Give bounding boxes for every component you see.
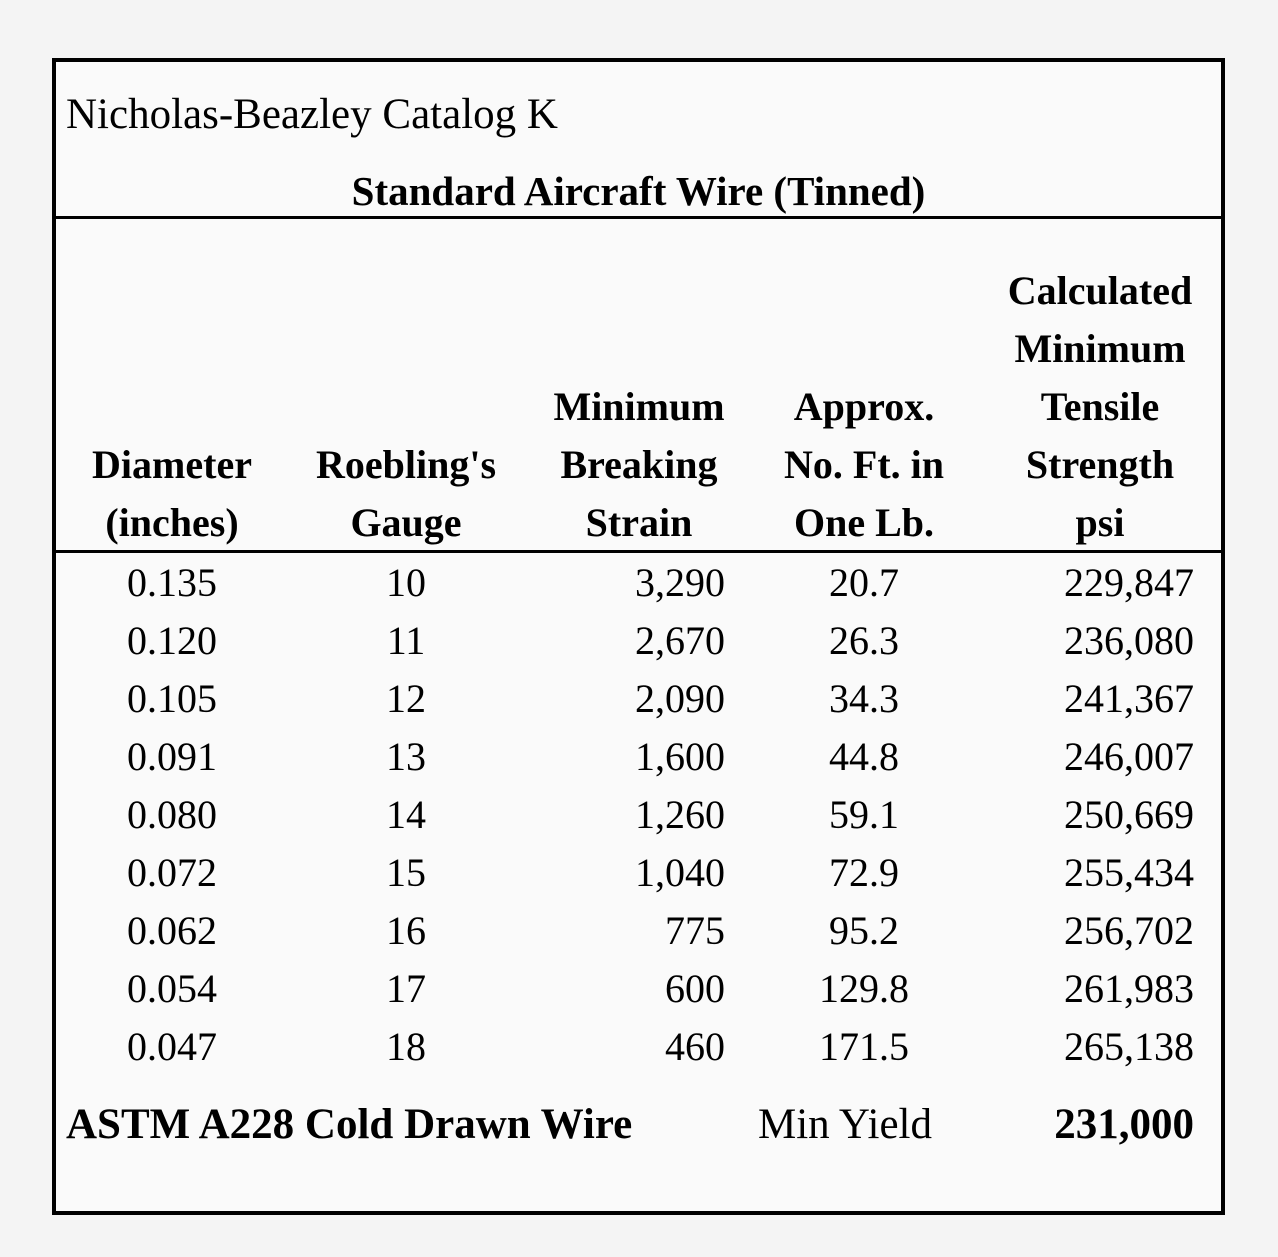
cell-diameter: 0.062 [127,908,217,953]
cell-breaking-strain: 2,670 [635,618,725,663]
header-tensile-strength-line: Strength [1025,442,1175,487]
cell-feet-per-lb: 129.8 [819,966,909,1011]
wire-table-frame [52,58,1225,1215]
cell-gauge: 16 [386,908,426,953]
cell-feet-per-lb: 34.3 [829,676,899,721]
header-feet-per-lb-line: No. Ft. in [784,442,944,487]
cell-tensile-strength: 265,138 [1064,1024,1194,1069]
cell-gauge: 10 [386,560,426,605]
cell-breaking-strain: 1,040 [635,850,725,895]
cell-feet-per-lb: 59.1 [829,792,899,837]
cell-gauge: 15 [386,850,426,895]
header-breaking-strain-line: Minimum [553,384,725,429]
cell-diameter: 0.047 [127,1024,217,1069]
catalog-title: Nicholas-Beazley Catalog K [66,91,558,138]
cell-diameter: 0.080 [127,792,217,837]
cell-gauge: 18 [386,1024,426,1069]
cell-tensile-strength: 256,702 [1064,908,1194,953]
header-tensile-strength-line: Calculated [1007,268,1193,313]
cell-breaking-strain: 775 [665,908,725,953]
cell-diameter: 0.091 [127,734,217,779]
table-title: Standard Aircraft Wire (Tinned) [351,168,926,214]
header-tensile-strength-line: psi [1075,500,1125,545]
footer-min-yield-label: Min Yield [758,1101,932,1148]
cell-tensile-strength: 229,847 [1064,560,1194,605]
cell-gauge: 14 [386,792,426,837]
cell-feet-per-lb: 26.3 [829,618,899,663]
header-feet-per-lb-line: Approx. [793,384,935,429]
cell-diameter: 0.120 [127,618,217,663]
cell-feet-per-lb: 44.8 [829,734,899,779]
footer-spec: ASTM A228 Cold Drawn Wire [66,1101,633,1148]
cell-tensile-strength: 255,434 [1064,850,1194,895]
header-divider [56,550,1221,553]
footer-min-yield-value: 231,000 [1054,1101,1194,1148]
header-feet-per-lb-line: One Lb. [793,500,935,545]
cell-gauge: 17 [386,966,426,1011]
cell-feet-per-lb: 72.9 [829,850,899,895]
header-tensile-strength-line: Minimum [1014,326,1186,371]
cell-feet-per-lb: 171.5 [819,1024,909,1069]
cell-gauge: 11 [386,618,426,663]
cell-feet-per-lb: 95.2 [829,908,899,953]
cell-breaking-strain: 600 [665,966,725,1011]
cell-diameter: 0.054 [127,966,217,1011]
cell-tensile-strength: 246,007 [1064,734,1194,779]
cell-feet-per-lb: 20.7 [829,560,899,605]
header-diameter-line: (inches) [105,500,239,545]
cell-breaking-strain: 3,290 [635,560,725,605]
header-gauge-line: Roebling's [315,442,497,487]
cell-tensile-strength: 250,669 [1064,792,1194,837]
cell-diameter: 0.105 [127,676,217,721]
cell-breaking-strain: 1,600 [635,734,725,779]
header-breaking-strain-line: Breaking [560,442,718,487]
cell-diameter: 0.072 [127,850,217,895]
cell-gauge: 13 [386,734,426,779]
header-gauge-line: Gauge [350,500,462,545]
title-divider [56,216,1221,219]
cell-breaking-strain: 460 [665,1024,725,1069]
header-diameter-line: Diameter [92,442,252,487]
cell-tensile-strength: 236,080 [1064,618,1194,663]
header-breaking-strain-line: Strain [585,500,693,545]
cell-tensile-strength: 241,367 [1064,676,1194,721]
cell-diameter: 0.135 [127,560,217,605]
cell-tensile-strength: 261,983 [1064,966,1194,1011]
header-tensile-strength-line: Tensile [1040,384,1160,429]
cell-gauge: 12 [386,676,426,721]
cell-breaking-strain: 2,090 [635,676,725,721]
cell-breaking-strain: 1,260 [635,792,725,837]
